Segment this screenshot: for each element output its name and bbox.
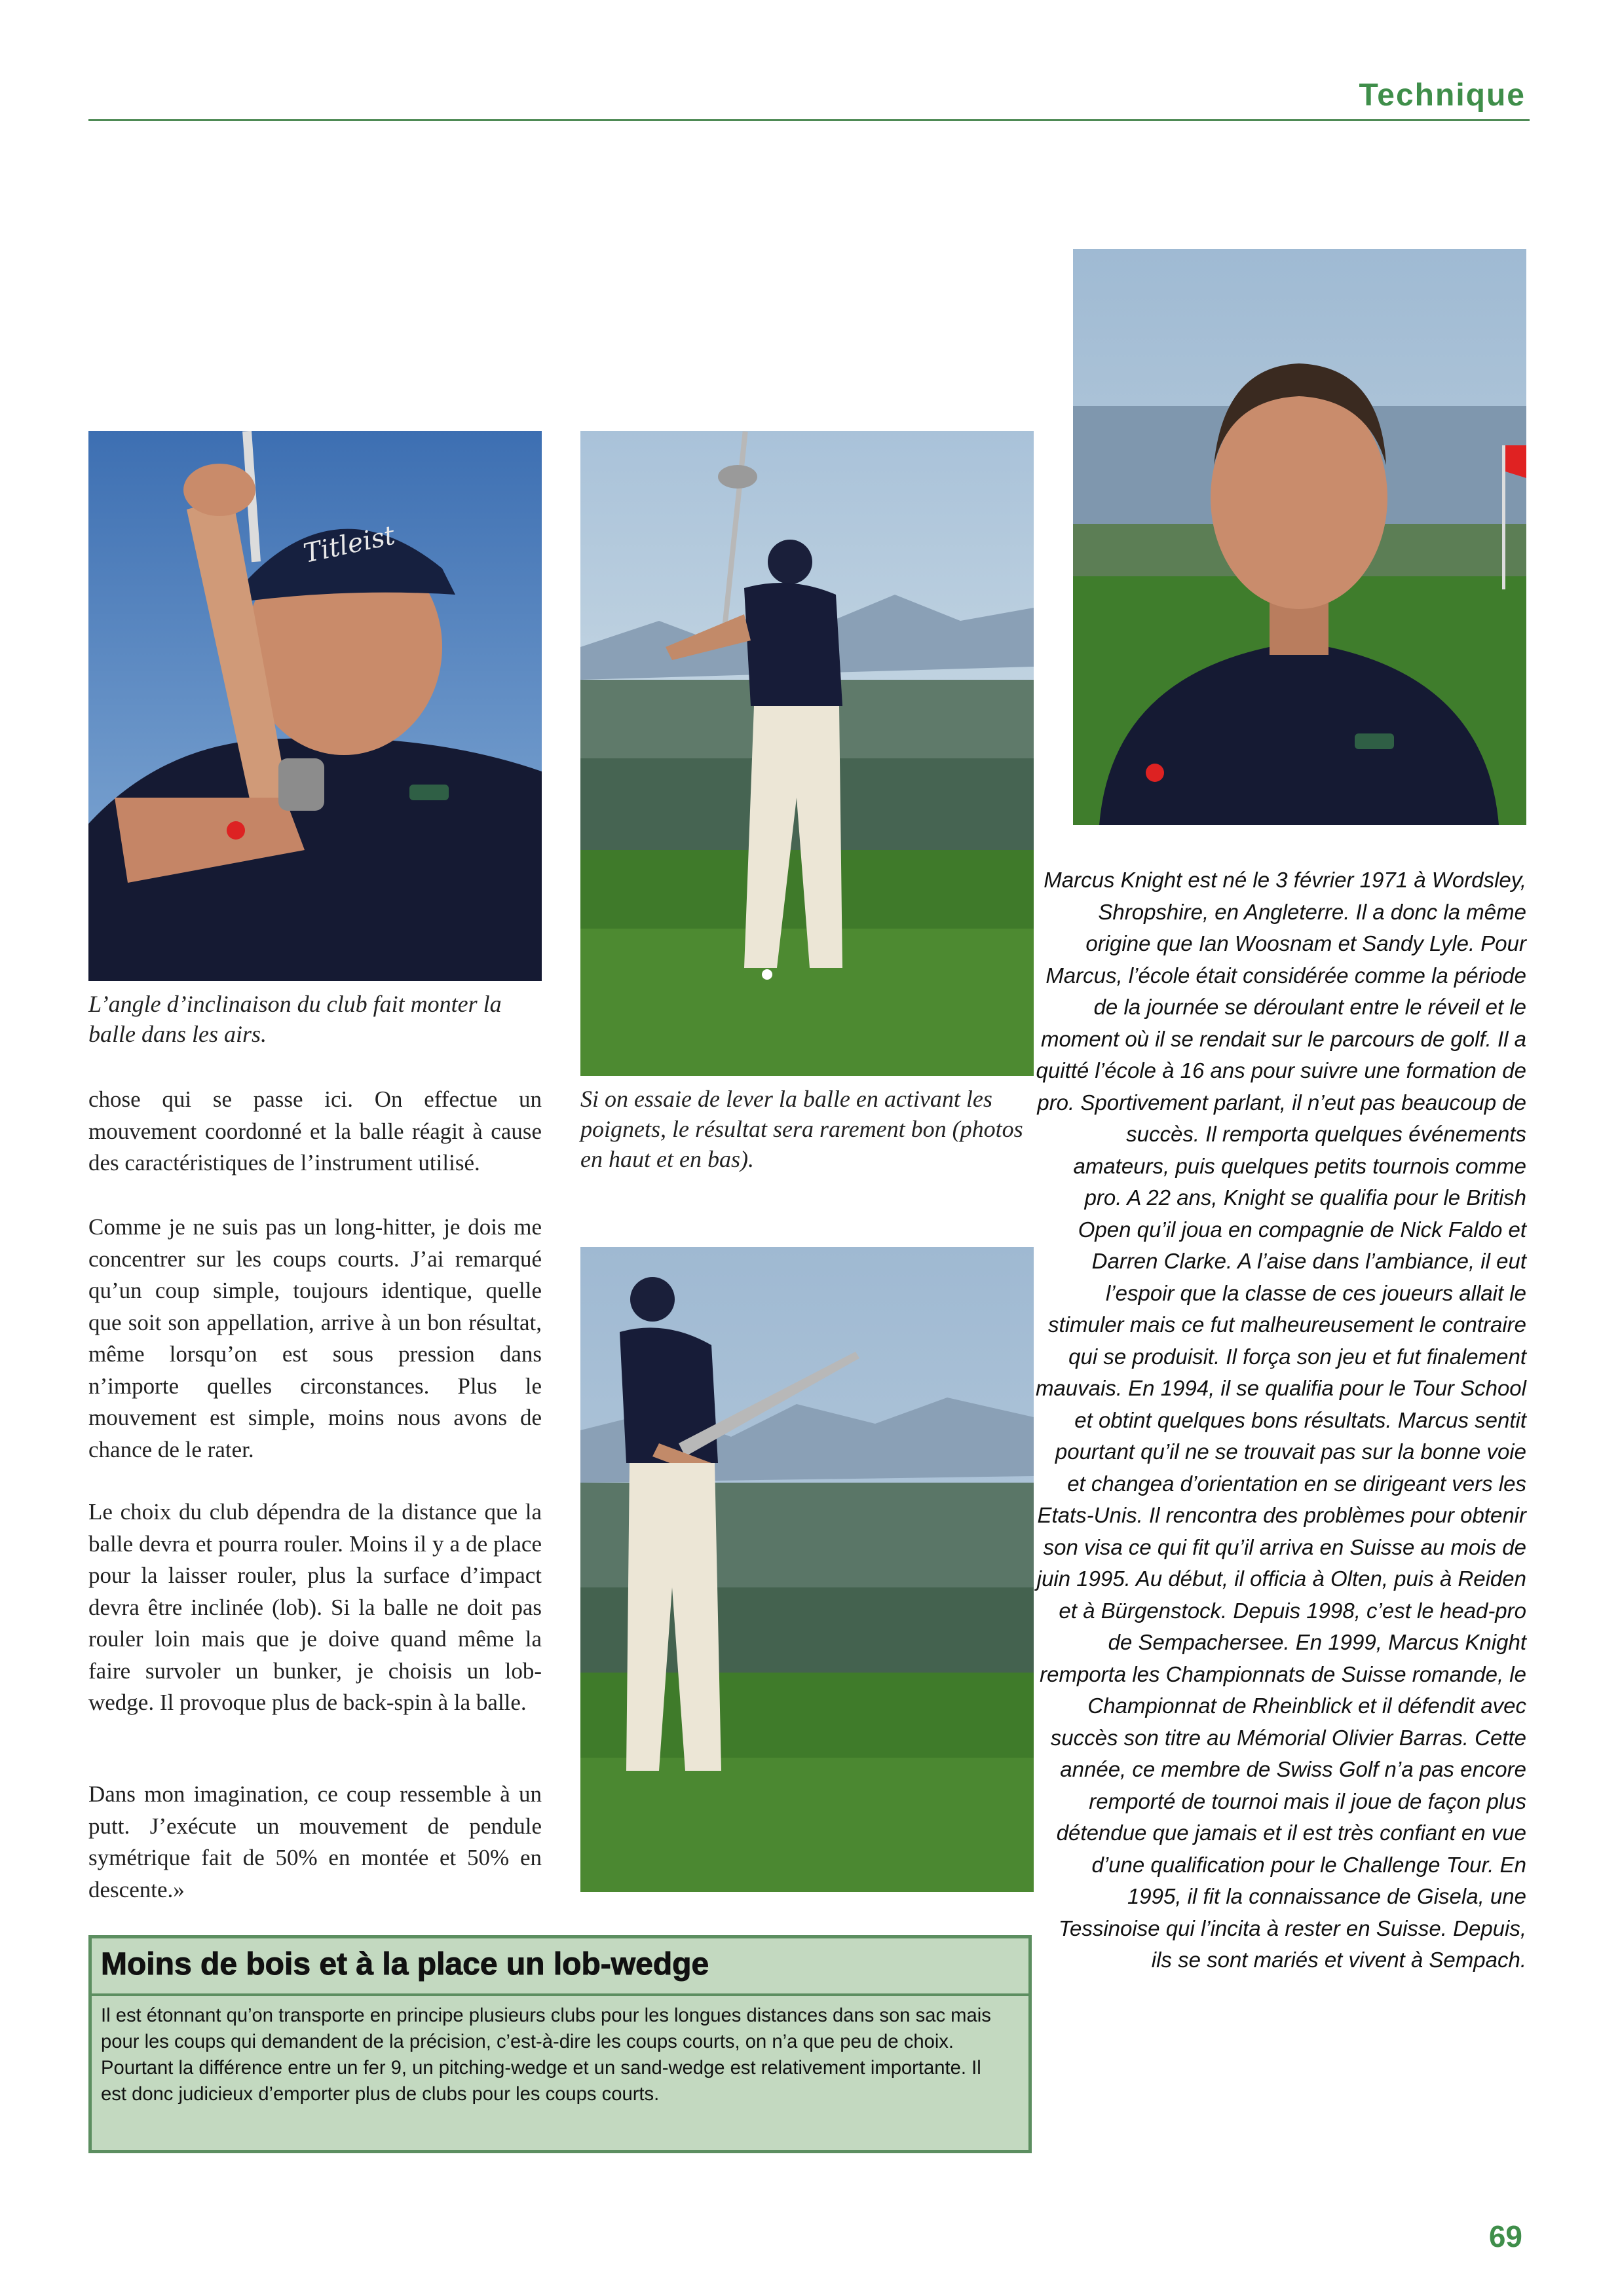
article-paragraph: Le choix du club dépendra de la distance que la balle devra et pourra rouler. Moins il y a de place pour la laisser rouler, plus la surface d’impact devra être inclinée (lob). Si la balle ne doit pas rouler loin mais que je doive quand même la faire survoler un bunker, je choisis un lob-wedge. Il provoque plus de back-spin à la balle.	[88, 1499, 542, 1715]
sidebar-divider	[92, 1993, 1028, 1996]
photo-swing-top	[580, 431, 1034, 1076]
cap-logo-text: Titleist	[301, 520, 398, 569]
article-paragraph: Comme je ne suis pas un long-hitter, je dois me concentrer sur les coups courts. J’ai remarqué qu’un coup simple, toujours identique, quelle que soit son appellation, arrive à un bon résultat, même lorsqu’on est sous pression dans n’importe quelles circonstances. Plus le mouvement est simple, moins nous avons de chance de le rater.	[88, 1214, 542, 1462]
article-paragraph: chose qui se passe ici. On effectue un mouvement coordonné et la balle réagit à cause des caractéristiques de l’instrument utilisé.	[88, 1086, 542, 1176]
sidebar-box	[88, 1935, 1032, 2153]
page-number: 69	[1488, 2219, 1522, 2253]
photo-portrait	[1073, 249, 1526, 825]
section-rule	[88, 119, 1530, 121]
caption-swing: Si on essaie de lever la balle en activant les poignets, le résultat sera rarement bon (photos en haut et en bas).	[580, 1086, 1023, 1172]
article-paragraph: Dans mon imagination, ce coup ressemble à un putt. J’exécute un mouvement de pendule symétrique fait de 50% en montée et 50% en descente.»	[88, 1781, 542, 1902]
caption-club-angle: L’angle d’inclinaison du club fait monter la balle dans les airs.	[88, 991, 502, 1047]
section-title: Technique	[1359, 78, 1526, 113]
sidebar-title: Moins de bois et à la place un lob-wedge	[101, 1947, 709, 1982]
sidebar-text: Il est étonnant qu’on transporte en principe plusieurs clubs pour les longues distances dans son sac mais pour les coups qui demandent de la précision, c’est-à-dire les coups courts, on n’a que peu de choix. Pourtant la différence entre un fer 9, un pitching-wedge et un sand-wedge est relativement importante. Il est donc judicieux d’emporter plus de clubs pour les coups courts.	[101, 2005, 991, 2105]
photo-club-angle	[88, 431, 542, 981]
bio-text: Marcus Knight est né le 3 février 1971 à Wordsley, Shropshire, en Angleterre. Il a donc la même origine que Ian Woosnam et Sandy Lyle. Pour Marcus, l’école était considérée comme la période de la journée se déroulant entre le réveil et le moment où il se rendait sur le parcours de golf. Il a quitté l’école à 16 ans pour suivre une formation de pro. Sportivement parlant, il n’eut pas beaucoup de succès. Il remporta quelques événements amateurs, puis quelques petits tournois comme pro. A 22 ans, Knight se qualifia pour le British Open qu’il joua en compagnie de Nick Faldo et Darren Clarke. A l’aise dans l’ambiance, il eut l’espoir que la classe de ces joueurs allait le stimuler mais ce fut malheureusement le contraire qui se produisit. Il força son jeu et fut finalement mauvais. En 1994, il se qualifia pour le Tour School et obtint quelques bons résultats. Marcus sentit pourtant qu’il ne se trouvait pas sur la bonne voie et changea d’orientation en se dirigeant vers les Etats-Unis. Il rencontra des problèmes pour obtenir son visa ce qui fit qu’il arriva en Suisse au mois de juin 1995. Au début, il officia à Olten, puis à Reiden et à Bürgenstock. Depuis 1998, c’est le head-pro de Sempachersee. En 1999, Marcus Knight remporta les Championnats de Suisse romande, le Championnat de Rheinblick et il défendit avec succès son titre au Mémorial Olivier Barras. Cette année, ce membre de Swiss Golf n’a pas encore remporté de tournoi mais il joue de façon plus détendue que jamais et il est très confiant en vue d’une qualification pour le Challenge Tour. En 1995, il fit la connaissance de Gisela, une Tessinoise qui l’incita à rester en Suisse. Depuis, ils se sont mariés et vivent à Sempach.	[1035, 868, 1526, 1972]
photo-swing-bottom	[580, 1247, 1034, 1892]
